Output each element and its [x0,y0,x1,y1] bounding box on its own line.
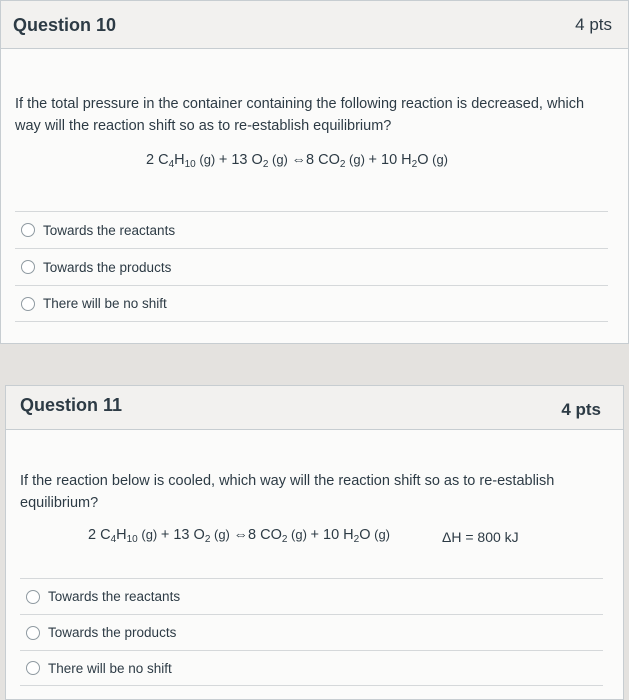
reaction-equation: 2 $C_4H_{10}$ (g) + 13 $O_2$ (g) ⇔8 $CO_2$ (g) + 10 $H_2O$ (g) [88,527,390,545]
question-prompt: If the total pressure in the container containing the following reaction is decreased, which way will the reaction shift so as to re-establish equilibrium? [15,96,585,134]
answer-option-no-shift[interactable] [15,285,608,322]
answer-list [6,578,623,686]
question-header [1,1,628,49]
radio-button[interactable] [26,590,40,604]
answer-option-products[interactable] [20,614,603,650]
radio-button[interactable] [26,626,40,640]
radio-button[interactable] [21,297,35,311]
answer-option-products[interactable] [15,248,608,285]
answer-label: Towards the products [48,625,177,640]
answer-list [1,211,628,322]
question-title: Question 10 [13,15,117,35]
question-10-card [0,0,629,344]
enthalpy-change: ΔH = 800 kJ [442,529,519,545]
question-11-card [5,385,624,700]
answer-option-reactants[interactable] [20,578,603,614]
question-title: Question 11 [20,395,123,415]
question-points: 4 pts [561,400,601,419]
question-points: 4 pts [575,15,612,34]
question-prompt: If the reaction below is cooled, which way will the reaction shift so as to re-establish equilibrium? [20,473,555,511]
answer-option-reactants[interactable] [15,211,608,248]
answer-label: Towards the reactants [48,589,181,604]
reaction-equation: 2 $C_4H_{10}$ (g) + 13 $O_2$ (g) ⇔8 $CO_2$ (g) + 10 $H_2O$ (g) [146,152,448,170]
radio-button[interactable] [26,661,40,675]
answer-label: Towards the reactants [43,222,176,238]
answer-label: There will be no shift [48,660,172,676]
answer-label: There will be no shift [43,296,167,311]
answer-label: Towards the products [43,259,172,275]
question-header [6,386,623,430]
radio-button[interactable] [21,223,35,237]
radio-button[interactable] [21,260,35,274]
answer-option-no-shift[interactable] [20,650,603,686]
